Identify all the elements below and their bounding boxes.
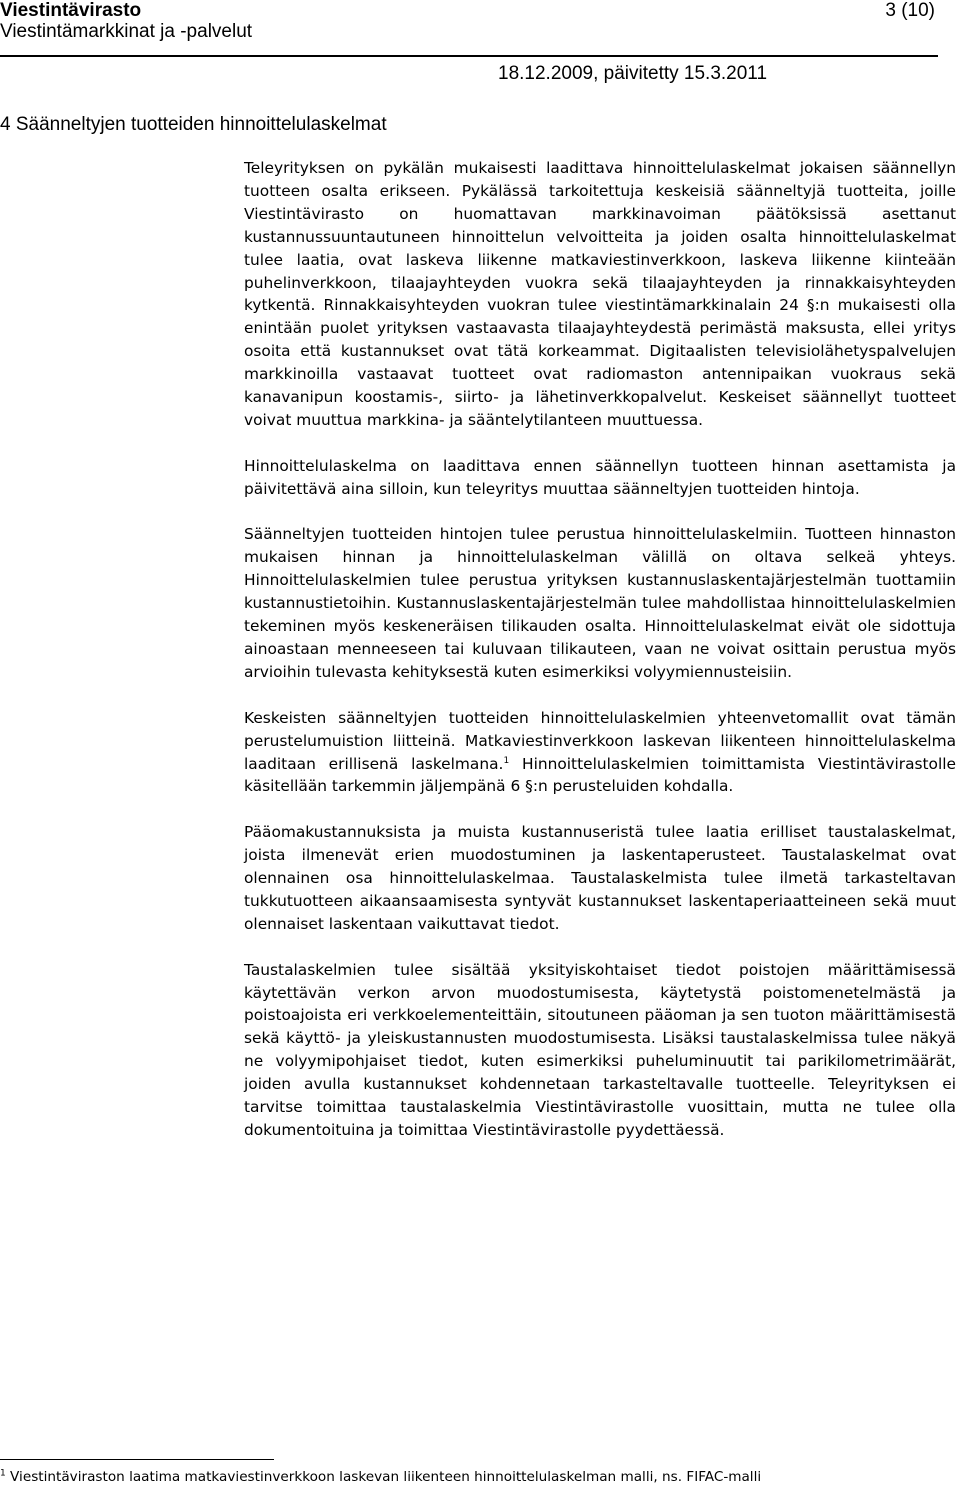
header-divider xyxy=(0,55,938,57)
document-date: 18.12.2009, päivitetty 15.3.2011 xyxy=(498,63,768,84)
paragraph-2: Hinnoittelulaskelma on laadittava ennen säännellyn tuotteen hinnan asettamista ja päivitettävä aina silloin, kun teleyritys muuttaa säänneltyjen tuotteiden hintoja. xyxy=(244,456,956,498)
paragraph-3: Säänneltyjen tuotteiden hintojen tulee perustua hinnoittelulaskelmiin. Tuotteen hinnaston mukaisen hinnan ja hinnoittelulaskelman välillä on oltava selkeä yhteys. Hinnoittelulaskelmien tulee perustua yrityksen kustannuslaskentajärjestelmän tuottamiin kustannustietoihin. Kustannuslaskentajärjestelmän tulee mahdollistaa hinnoittelulaskelmien tekeminen myös keskeneräisen tilikauden osalta. Hinnoittelulaskelmat eivät ole sidottuja ainoastaan menneeseen tai kuluvaan tilikauteen, vaan ne voivat osittain perustua myös arvioihin tulevasta kehityksestä kuten esimerkiksi volyymiennusteisiin. xyxy=(244,525,956,681)
paragraph-1: Teleyrityksen on pykälän mukaisesti laadittava hinnoittelulaskelmat jokaisen säännellyn tuotteen osalta erikseen. Pykälässä tarkoitettuja keskeisiä säänneltyjä tuotteita, joille Viestintävirasto on huomattavan markkinavoiman päätöksissä asettanut kustannussuuntautuneen hinnoittelun velvoitteita ja joiden osalta hinnoittelulaskelmat tulee laatia, ovat laskeva liikenne matkaviestinverkkoon, laskeva liikenne kiinteään puhelinverkkoon, tilaajayhteyden vuokra sekä tilaajayhteyden ja rinnakkaisyhteyden kytkentä. Rinnakkaisyhteyden vuokran tulee viestintämarkkinalain 24 §:n mukaisesti olla enintään puolet yrityksen vastaavasta tilaajayhteydestä perimästä maksusta, ellei yritys osoita että kustannukset ovat tätä korkeammat. Digitaalisten televisiolähetyspalvelujen markkinoilla vastaavat tuotteet ovat radiomaston antennipaikan vuokraus sekä kanavanipun koostamis-, siirto- ja lähetinverkkopalvelut. Keskeiset säännellyt tuotteet voivat muuttua markkina- ja sääntelytilanteen muuttuessa. xyxy=(244,159,956,429)
footnote xyxy=(0,1469,761,1486)
footnote-number: 1 xyxy=(0,1468,6,1479)
paragraph-5: Pääomakustannuksista ja muista kustannuseristä tulee laatia erilliset taustalaskelmat, joista ilmenevät erien muodostuminen ja laskentaperusteet. Taustalaskelmat ovat olennainen osa hinnoittelulaskelmaa. Taustalaskelmista tulee ilmetä tarkasteltavan tukkutuotteen aikaansaamisesta syntyvät kustannukset laskentaperiaatteineen sekä muut olennaiset laskentaan vaikuttavat tiedot. xyxy=(244,823,956,933)
body-text xyxy=(244,157,956,1165)
department-name: Viestintämarkkinat ja -palvelut xyxy=(0,21,253,42)
paragraph-4-text-a: Keskeisten säänneltyjen tuotteiden hinnoittelulaskelmien yhteenvetomallit ovat tämän perustelumuistion liitteinä. Matkaviestinverkkoon laskevan liikenteen hinnoittelulaskelma laaditaan erillisenä laskelmana. xyxy=(244,708,956,773)
section-heading: 4 Säänneltyjen tuotteiden hinnoittelulaskelmat xyxy=(0,114,387,135)
paragraph-6: Taustalaskelmien tulee sisältää yksityiskohtaiset tiedot poistojen määrittämisessä käytettävän verkon arvon muodostumisesta, käytetystä poistomenetelmästä ja poistoajoista eri verkkoelementeittäin, sitoutuneen pääoman ja sen tuoton määrittämisestä sekä käyttö- ja yleiskustannusten muodostumisesta. Lisäksi taustalaskelmissa tulee näkyä ne volyymipohjaiset tiedot, kuten esimerkiksi puheluminuutit tai parikilometrimäärät, joiden avulla kustannukset kohdennetaan tarkasteltavalle tuotteelle. Teleyrityksen ei tarvitse toimittaa taustalaskelmia Viestintävirastolle vuosittain, mutta ne tulee olla dokumentoituina ja toimittaa Viestintävirastolle pyydettäessä. xyxy=(244,960,956,1139)
paragraph-4 xyxy=(244,707,956,799)
footnote-divider xyxy=(0,1459,274,1460)
organization-name: Viestintävirasto xyxy=(0,0,142,21)
page-number: 3 (10) xyxy=(885,0,935,21)
footnote-reference[interactable]: 1 xyxy=(503,755,510,766)
paragraph-4-text-b: Hinnoittelulaskelmien toimittamista Viestintävirastolle käsitellään tarkemmin jäljempänä 6 §:n perusteluiden kohdalla. xyxy=(244,754,956,796)
footnote-text: Viestintäviraston laatima matkaviestinverkkoon laskevan liikenteen hinnoittelulaskelman malli, ns. FIFAC-malli xyxy=(5,1469,762,1485)
